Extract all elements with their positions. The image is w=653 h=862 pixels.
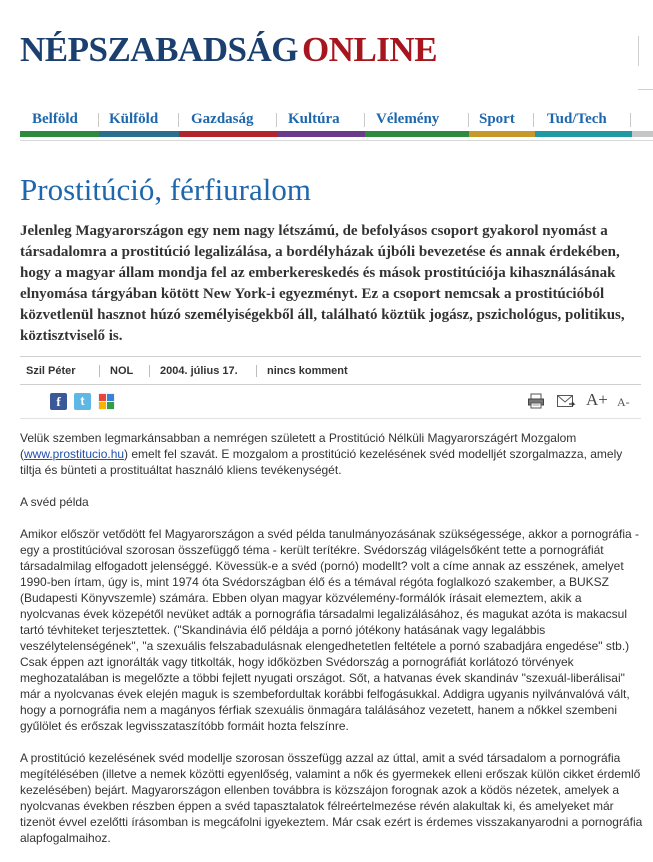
- meta-author[interactable]: Szil Péter: [26, 365, 76, 377]
- nav-color-more: [632, 131, 653, 137]
- article-body: [20, 430, 644, 862]
- facebook-icon[interactable]: f: [50, 393, 67, 410]
- meta-separator: [149, 365, 150, 377]
- nav-separator: [468, 113, 469, 127]
- article-title: Prostitúció, férfiuralom: [20, 172, 311, 207]
- divider: [20, 384, 641, 385]
- paragraph-1: [20, 430, 644, 478]
- article-lead: Jelenleg Magyarországon egy nem nagy létszámú, de befolyásos csoport gyakorol nyomást a társadalomra a prostitúció legalizálása, a bordélyházak újbóli bevezetése és annak érdekében, hogy a magyar állam mondja fel az emberkereskedés és mások prostitúciója kihasználásának elnyomása tárgyában kötött New York-i egyezményt. Ez a csoport nemcsak a prostitúcióból közvetlenül hasznot húzó személyiségekből áll, található köztük jogász, pszichológus, politikus, köztisztviselő is.: [20, 223, 625, 344]
- meta-separator: [256, 365, 257, 377]
- nav-item-kultura[interactable]: Kultúra: [288, 111, 340, 127]
- print-icon[interactable]: [527, 392, 545, 415]
- nav-item-gazdasag[interactable]: Gazdaság: [191, 111, 254, 127]
- nav-separator: [630, 113, 631, 127]
- twitter-icon[interactable]: t: [74, 393, 91, 410]
- logo-part-online: ONLINE: [301, 30, 438, 69]
- main-nav: [20, 108, 653, 130]
- meta-source[interactable]: NOL: [110, 365, 134, 377]
- paragraph-1-text: Velük szemben legmarkánsabban a nemrégen született a Prostitúció Nélküli Magyarországért Mozgalom (: [20, 431, 577, 461]
- nav-color-belfold: [20, 131, 99, 137]
- paragraph-1-text-end: ) emelt fel szavát. E mozgalom a prostitúció kezelésének svéd modelljét szorgalmazza, amely tiltja és bünteti a prostituáltat használó kliens tevékenységét.: [20, 447, 623, 477]
- meta-separator: [99, 365, 100, 377]
- divider: [20, 418, 641, 419]
- email-icon[interactable]: [556, 392, 576, 415]
- nav-separator: [276, 113, 277, 127]
- nav-color-kultura: [277, 131, 365, 137]
- nav-color-bar: [20, 131, 653, 137]
- nav-separator: [98, 113, 99, 127]
- font-increase-icon[interactable]: A+: [586, 390, 608, 409]
- nav-separator: [364, 113, 365, 127]
- nav-item-kulfold[interactable]: Külföld: [109, 111, 159, 127]
- nav-color-gazdasag: [179, 131, 277, 137]
- nav-item-velemeny[interactable]: Vélemény: [376, 111, 440, 127]
- nav-color-kulfold: [99, 131, 179, 137]
- font-decrease-icon[interactable]: A-: [617, 395, 630, 409]
- nav-underline: [20, 140, 653, 141]
- prostitucio-link[interactable]: www.prostitucio.hu: [24, 447, 125, 461]
- meta-date: 2004. július 17.: [160, 365, 238, 377]
- nav-color-tudtech: [535, 131, 632, 137]
- divider: [20, 356, 641, 357]
- article-toolbar: [20, 388, 641, 418]
- google-icon[interactable]: [98, 393, 115, 410]
- meta-comments[interactable]: nincs komment: [267, 365, 348, 377]
- nav-item-belfold[interactable]: Belföld: [32, 111, 78, 127]
- nav-color-velemeny: [365, 131, 469, 137]
- subheading: A svéd példa: [20, 495, 89, 509]
- paragraph-2: Amikor először vetődött fel Magyarországon a svéd példa tanulmányozásának szükségessége, akkor a pornográfia - egy a prostitúcióval szorosan összefüggő téma - került terítékre. Svédország világelsőként tette a pornográfiát társadalmilag elfogadott jelenséggé. Kövessük-e a svéd (pornó) modellt? volt a címe annak az esszének, amelyet 1990-ben írtam, úgy is, mint 1974 óta Svédországban élő és a témával régóta foglalkozó szakember, a BUKSZ (Budapesti Könyvszemle) számára. Ebben olyan magyar közvélemény-formálók írásait elemeztem, akik a nyolcvanas évek közepétől nevüket adták a pornográfia társadalmi legalizálásához, és magukat azóta is makacsul tartó tévhiteket terjesztettek. ("Skandinávia élő példája a pornó jótékony hatásának vagy legalábbis veszélytelenségének", "a szexuális felszabadulásnak elengedhetetlen feltétele a pornó szabadjára engedése" stb.) Csak éppen azt ignorálták vagy titkolták, hogy időközben Svédország a pornográfiát korlátozó törvények meghozatalában is megelőzte a többi fejlett nyugati országot. Sőt, a hatvanas évek skandináv "szexuál-liberálisai" már a nyolcvanas évek elején maguk is szembefordultak korábbi felfogásukkal. Addigra ugyanis nyilvánvalóvá vált, hogy a pornográfia nem a magányos férfiak szexuális önmagára találásához vezetett, hanem a nőkkel szembeni gyűlölet és erőszak legvisszataszítóbb formáit hozta felszínre.: [20, 527, 640, 733]
- site-logo[interactable]: [20, 30, 437, 70]
- nav-separator: [533, 113, 534, 127]
- paragraph-3: A prostitúció kezelésének svéd modellje szorosan összefügg azzal az úttal, amit a svéd társadalom a pornográfia megítélésében (illetve a nemek közötti egyenlőség, valamint a nők és gyermekek elleni erőszak külön cikket érdemlő kezelésében) bejárt. Magyarországon ellenben továbbra is közszájon forognak azok a ködös nézetek, amelyek a nyolcvanas években részben éppen a svéd tapasztalatok félreértelmezése révén alakultak ki, és amelyeket már tizenöt évvel ezelőtti írásomban is megcáfolni igyekeztem. Már csak ezért is érdemes visszakanyarodni a pornográfia alapfogalmaihoz.: [20, 751, 643, 845]
- logo-part-nepszabadsag: NÉPSZABADSÁG: [20, 30, 298, 69]
- nav-color-sport: [469, 131, 535, 137]
- nav-separator: [178, 113, 179, 127]
- header-divider: [638, 36, 639, 66]
- header-edge-line: [638, 89, 653, 90]
- nav-item-tudtech[interactable]: Tud/Tech: [547, 111, 607, 127]
- article-meta: [20, 362, 641, 380]
- nav-item-sport[interactable]: Sport: [479, 111, 515, 127]
